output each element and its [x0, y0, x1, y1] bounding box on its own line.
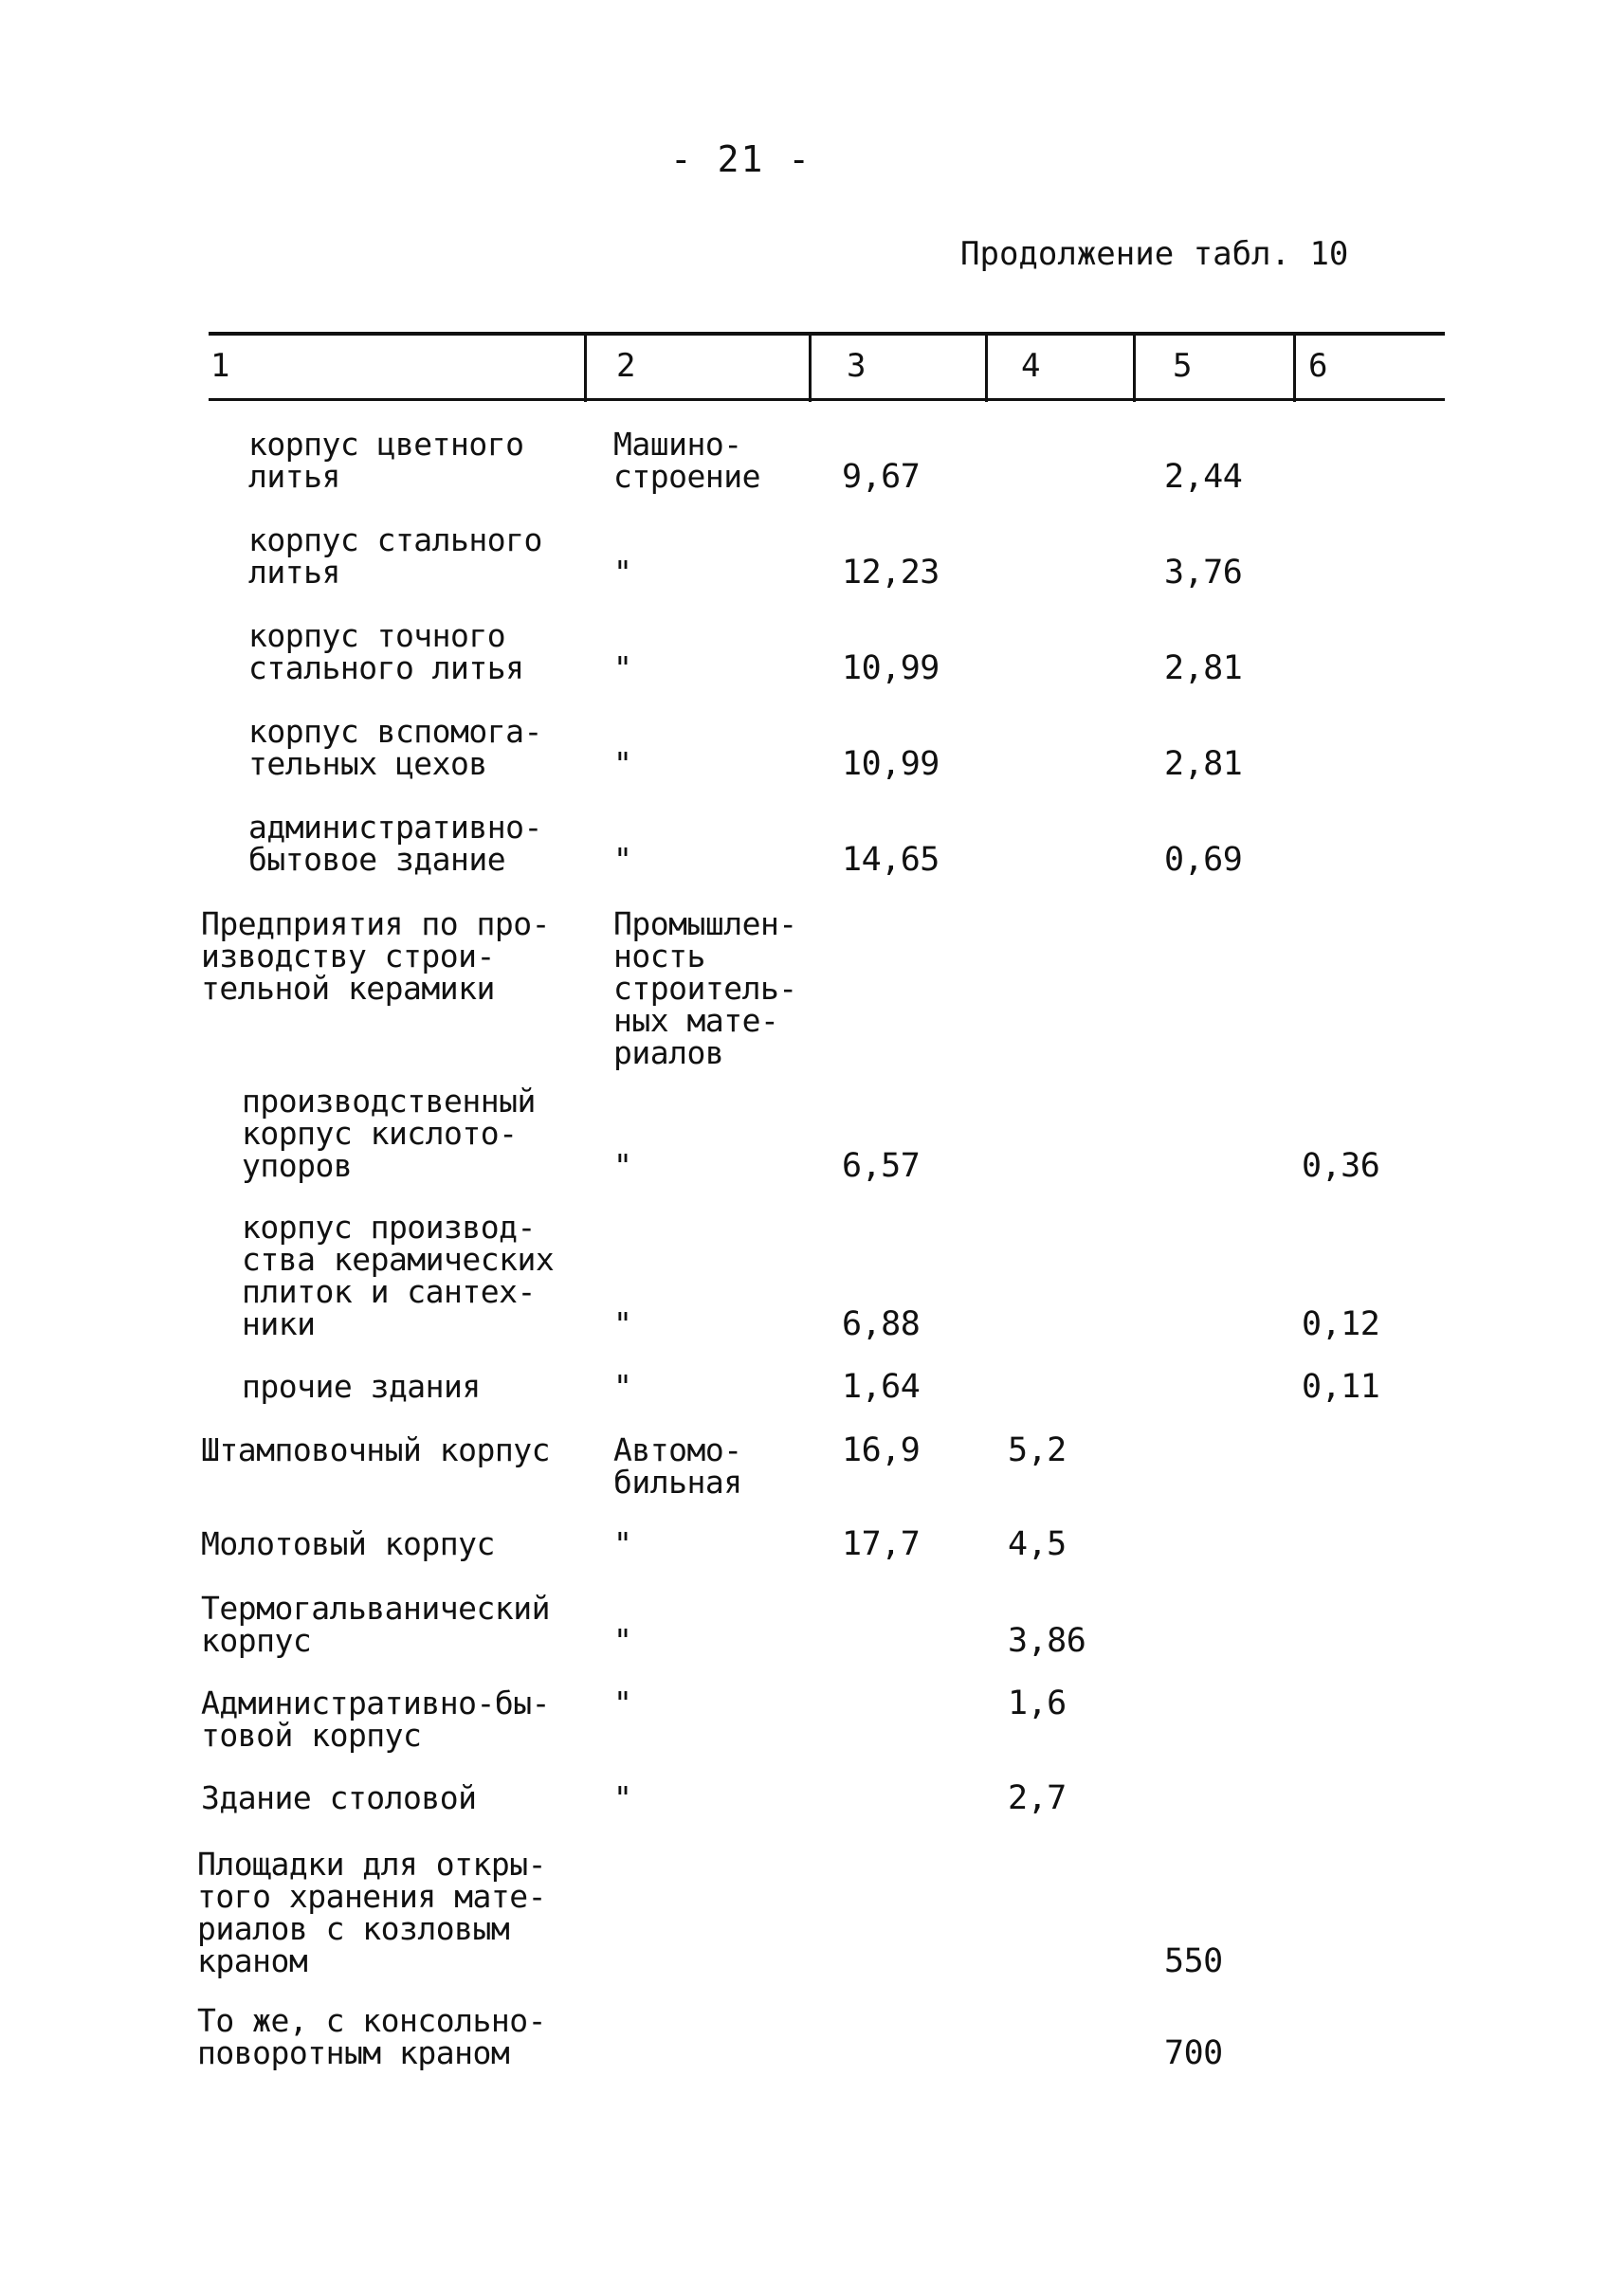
row-7-name: производственный корпус кислото- упоров [242, 1083, 536, 1184]
row-1-industry: Машино- строение [613, 426, 760, 495]
row-11-col4-value: 4,5 [1008, 1525, 1067, 1563]
column-header-3: 3 [847, 347, 867, 385]
column-divider [1133, 336, 1136, 402]
row-14-col4-value: 2,7 [1008, 1779, 1067, 1817]
row-12-name: Термогальванический корпус [201, 1590, 550, 1659]
row-2-col3-value: 12,23 [842, 554, 940, 592]
row-9-col3-value: 1,64 [842, 1368, 921, 1406]
row-9-industry: " [613, 1368, 632, 1405]
row-4-col5-value: 2,81 [1164, 745, 1243, 783]
row-15-name: Площадки для откры- того хранения мате- риалов с козловым краном [197, 1846, 546, 1979]
row-6-industry: Промышлен- ность строитель- ных мате- риалов [613, 905, 797, 1071]
row-13-name: Административно-бы- товой корпус [201, 1685, 550, 1754]
row-4-name: корпус вспомога- тельных цехов [248, 713, 542, 782]
row-3-col3-value: 10,99 [842, 649, 940, 687]
row-1-col3-value: 9,67 [842, 458, 921, 496]
row-5-name: административно- бытовое здание [248, 809, 542, 878]
row-3-name: корпус точного стального литья [248, 617, 524, 686]
row-8-col3-value: 6,88 [842, 1305, 921, 1343]
column-divider [985, 336, 988, 402]
row-5-col5-value: 0,69 [1164, 841, 1243, 879]
row-10-col4-value: 5,2 [1008, 1431, 1067, 1469]
row-9-col6-value: 0,11 [1302, 1368, 1380, 1406]
row-11-col3-value: 17,7 [842, 1525, 921, 1563]
row-5-industry: " [613, 841, 632, 878]
table-continuation-label: Продолжение табл. 10 [960, 235, 1349, 273]
row-8-name: корпус производ- ства керамических плиток и сантех- ники [242, 1209, 555, 1342]
row-12-col4-value: 3,86 [1008, 1622, 1086, 1660]
row-4-col3-value: 10,99 [842, 745, 940, 783]
row-10-name: Штамповочный корпус [201, 1431, 550, 1468]
row-12-industry: " [613, 1622, 632, 1659]
row-6-name: Предприятия по про- изводству строи- тельной керамики [201, 905, 550, 1007]
table-header-rule [209, 398, 1445, 401]
column-header-5: 5 [1173, 347, 1193, 385]
row-7-col6-value: 0,36 [1302, 1147, 1380, 1185]
row-11-industry: " [613, 1525, 632, 1562]
row-13-col4-value: 1,6 [1008, 1685, 1067, 1722]
row-1-name: корпус цветного литья [248, 426, 524, 495]
row-3-industry: " [613, 649, 632, 686]
row-2-industry: " [613, 554, 632, 591]
row-8-industry: " [613, 1305, 632, 1342]
column-header-2: 2 [616, 347, 636, 385]
row-7-industry: " [613, 1147, 632, 1184]
row-14-industry: " [613, 1779, 632, 1816]
row-4-industry: " [613, 745, 632, 782]
row-10-industry: Автомо- бильная [613, 1431, 742, 1501]
row-3-col5-value: 2,81 [1164, 649, 1243, 687]
row-16-name: То же, с консольно- поворотным краном [197, 2002, 546, 2071]
row-15-col5-value: 550 [1164, 1942, 1223, 1980]
row-2-name: корпус стального литья [248, 521, 542, 591]
row-10-col3-value: 16,9 [842, 1431, 921, 1469]
row-2-col5-value: 3,76 [1164, 554, 1243, 592]
row-14-name: Здание столовой [201, 1779, 477, 1816]
row-11-name: Молотовый корпус [201, 1525, 495, 1562]
column-header-1: 1 [210, 347, 230, 385]
row-1-col5-value: 2,44 [1164, 458, 1243, 496]
row-8-col6-value: 0,12 [1302, 1305, 1380, 1343]
row-13-industry: " [613, 1685, 632, 1721]
row-16-col5-value: 700 [1164, 2034, 1223, 2072]
column-header-4: 4 [1021, 347, 1041, 385]
row-9-name: прочие здания [242, 1368, 481, 1405]
row-5-col3-value: 14,65 [842, 841, 940, 879]
column-divider [584, 336, 587, 402]
column-divider [809, 336, 812, 402]
row-7-col3-value: 6,57 [842, 1147, 921, 1185]
table-top-rule [209, 332, 1445, 336]
column-divider [1293, 336, 1296, 402]
page-number: - 21 - [669, 138, 812, 180]
column-header-6: 6 [1308, 347, 1328, 385]
